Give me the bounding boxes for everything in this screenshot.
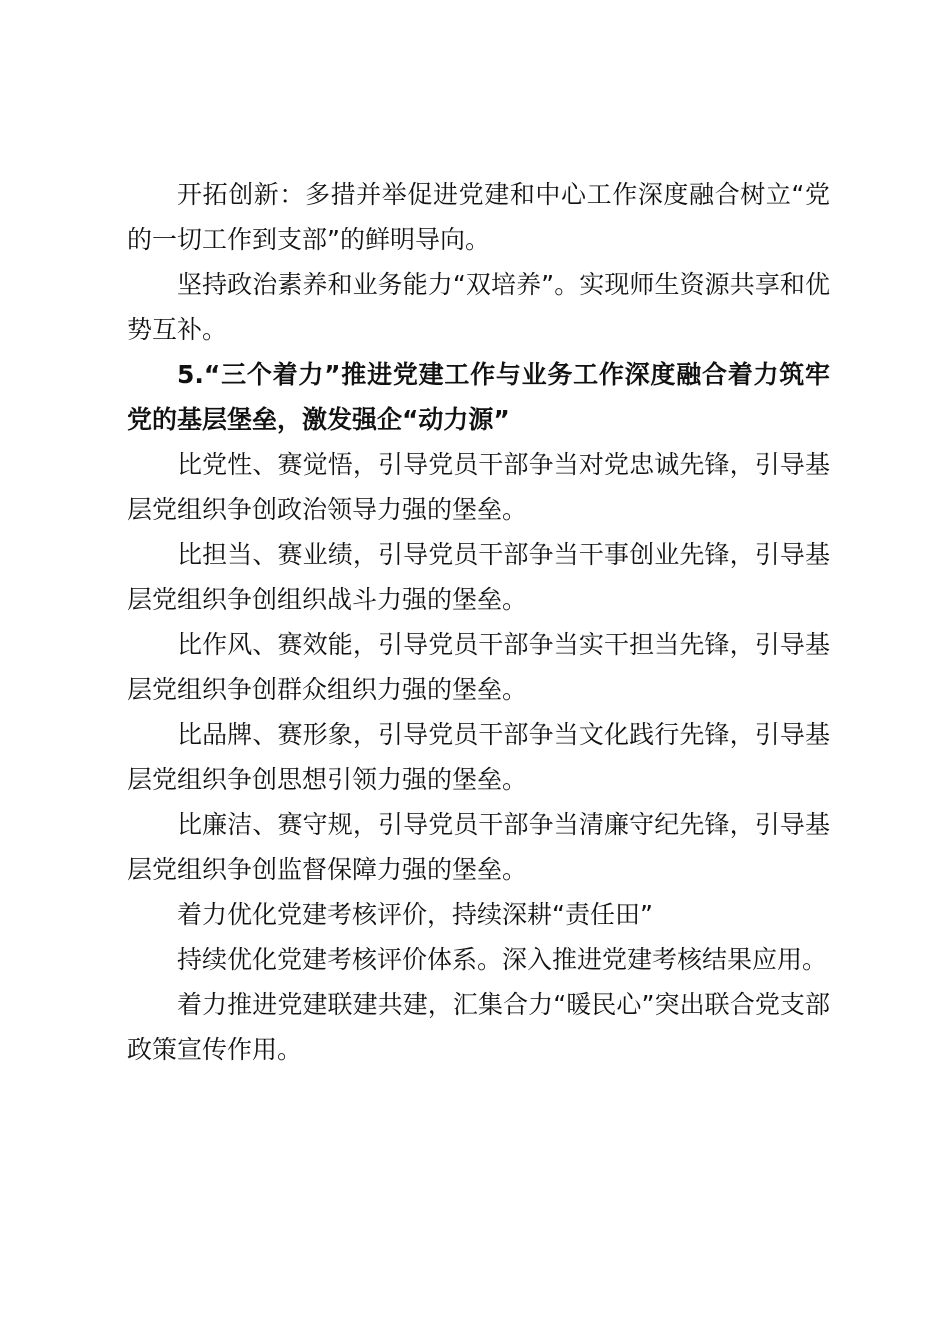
paragraph: 着力推进党建联建共建，汇集合力“暖民心”突出联合党支部政策宣传作用。: [127, 990, 830, 1064]
paragraph: 着力优化党建考核评价，持续深耕“责任田”: [177, 900, 653, 929]
paragraph: 比廉洁、赛守规，引导党员干部争当清廉守纪先锋，引导基层党组织争创监督保障力强的堡垒。: [127, 810, 830, 884]
paragraph: 持续优化党建考核评价体系。深入推进党建考核结果应用。: [177, 945, 828, 974]
paragraph: 比担当、赛业绩，引导党员干部争当干事创业先锋，引导基层党组织争创组织战斗力强的堡垒。: [127, 540, 830, 614]
paragraph: 比党性、赛觉悟，引导党员干部争当对党忠诚先锋，引导基层党组织争创政治领导力强的堡垒。: [127, 450, 830, 524]
paragraph: 比品牌、赛形象，引导党员干部争当文化践行先锋，引导基层党组织争创思想引领力强的堡垒。: [127, 720, 830, 794]
paragraph: 坚持政治素养和业务能力“双培养”。实现师生资源共享和优势互补。: [127, 270, 830, 344]
paragraph: 比作风、赛效能，引导党员干部争当实干担当先锋，引导基层党组织争创群众组织力强的堡垒。: [127, 630, 830, 704]
paragraph: 开拓创新：多措并举促进党建和中心工作深度融合树立“党的一切工作到支部”的鲜明导向。: [127, 180, 830, 254]
document-body: [127, 172, 830, 1072]
section-heading: 5.“三个着力”推进党建工作与业务工作深度融合着力筑牢党的基层堡垒，激发强企“动力源”: [127, 360, 830, 434]
